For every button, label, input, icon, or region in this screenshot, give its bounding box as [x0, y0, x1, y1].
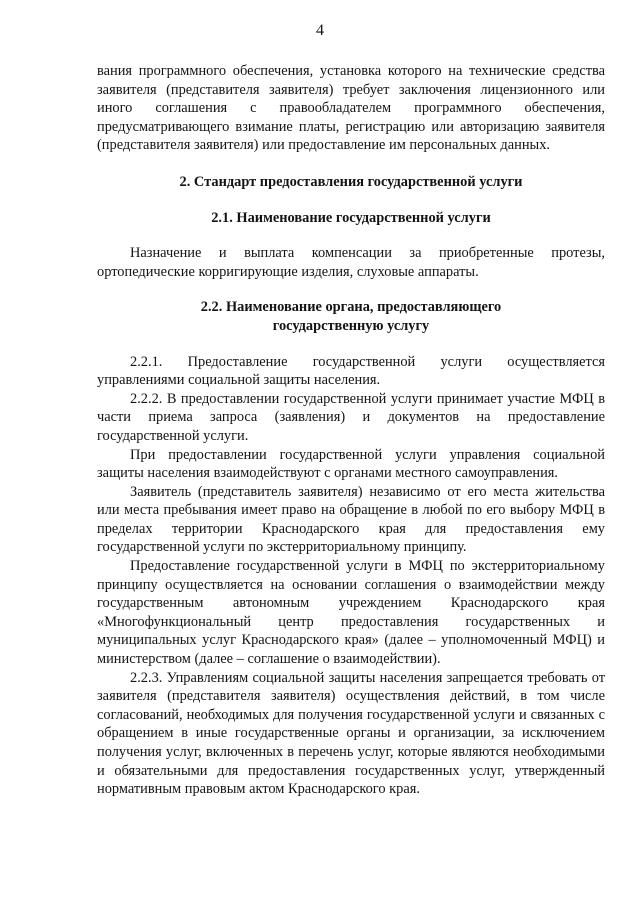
- paragraph-applicant-right: Заявитель (представитель заявителя) независимо от его места жительства или места пребывания имеет право на обращение в любой по его выбору МФЦ в пределах территории Краснодарского края для предоставления ему государственной услуги по экстерриториальному принципу.: [97, 483, 605, 556]
- subsection-2-1-text: Назначение и выплата компенсации за приобретенные протезы, ортопедические корригирующие изделия, слуховые аппараты.: [97, 245, 605, 280]
- document-body: [97, 62, 605, 799]
- paragraph-mfc-agreement: Предоставление государственной услуги в МФЦ по экстерриториальному принципу осуществляется на основании соглашения о взаимодействии между государственным автономным учреждением Краснодарского края «Многофункциональный центр предоставления государственных и муниципальных услуг Краснодарского края» (далее – уполномоченный МФЦ) и министерством (далее – соглашение о взаимодействии).: [97, 558, 605, 668]
- paragraph-2-2-1: 2.2.1. Предоставление государственной услуги осуществляется управлениями социальной защиты населения.: [97, 353, 605, 389]
- section-2-heading: 2. Стандарт предоставления государственной услуги: [179, 173, 523, 190]
- intro-paragraph: вания программного обеспечения, установка которого на технические средства заявителя (представителя заявителя) требует заключения лицензионного или иного соглашения с правообладателем программного обеспечения, предусматривающего взимание платы, регистрацию или авторизацию заявителя (представителя заявителя) или предоставление им персональных данных.: [97, 63, 605, 154]
- subsection-2-1-heading: 2.1. Наименование государственной услуги: [211, 209, 491, 226]
- paragraph-2-2-2: 2.2.2. В предоставлении государственной услуги принимает участие МФЦ в части приема запроса (заявления) и документов на предоставление государственной услуги.: [97, 390, 605, 444]
- paragraph-interaction: При предоставлении государственной услуги управления социальной защиты населения взаимодействуют с органами местного самоуправления.: [97, 446, 605, 482]
- paragraph-2-2-3: 2.2.3. Управлениям социальной защиты населения запрещается требовать от заявителя (представителя заявителя) осуществления действий, в том числе согласований, необходимых для получения государственной услуги и связанных с обращением в иные государственные органы и организации, за исключением получения услуг, включенных в перечень услуг, которые являются необходимыми и обязательными для предоставления государственных услуг, утвержденный нормативным правовым актом Краснодарского края.: [97, 669, 605, 798]
- subsection-2-2-heading: 2.2. Наименование органа, предоставляющего государственную услугу: [200, 299, 502, 334]
- page-number: 4: [316, 22, 324, 39]
